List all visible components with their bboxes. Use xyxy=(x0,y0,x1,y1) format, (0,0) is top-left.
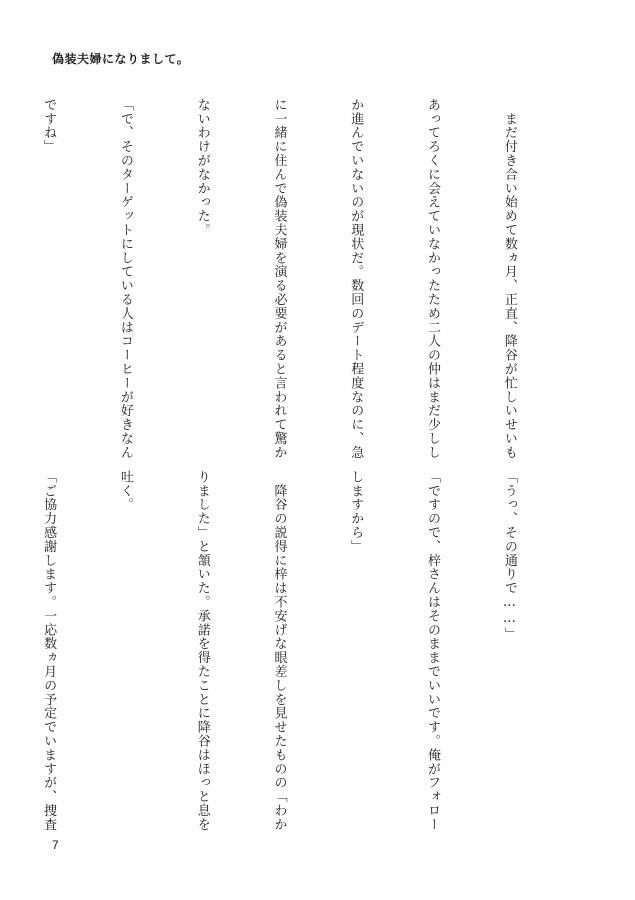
text-line: しますから」 xyxy=(348,470,364,554)
text-line: まだ付き合い始めて数ヵ月、正直、降谷が忙しいせいも xyxy=(501,98,517,460)
text-line: に一緒に住んで偽装夫婦を演る必要があると言われて驚か xyxy=(271,98,287,460)
text-line: か進んでいないのが現状だ。数回のデート程度なのに、急 xyxy=(348,98,364,460)
text-line: ですね」 xyxy=(41,98,57,154)
text-line: あってろくに会えていなかったため二人の仲はまだ少しし xyxy=(425,98,441,460)
text-line: 降谷の説得に梓は不安げな眼差しを見せたものの「わか xyxy=(271,470,287,832)
page-number: 7 xyxy=(52,838,59,852)
text-line: 「うっ、その通りで……」 xyxy=(501,470,517,641)
text-block-lower xyxy=(41,470,573,832)
text-line: りました」と頷いた。承諾を得たことに降谷はほっと息を xyxy=(194,470,210,832)
text-line: 「ご協力感謝します。一応数ヵ月の予定でいますが、捜査 xyxy=(41,470,57,832)
text-line: 「ですので、梓さんはそのままでいいです。俺がフォロー xyxy=(425,470,441,832)
text-line: 「で、そのターゲットにしている人はコーヒーが好きなん xyxy=(117,98,133,460)
text-line: ないわけがなかった。 xyxy=(194,98,210,237)
text-block-upper xyxy=(41,98,573,460)
running-header-title: 偽装夫婦になりまして。 xyxy=(52,52,190,66)
text-line: 吐く。 xyxy=(117,470,133,512)
